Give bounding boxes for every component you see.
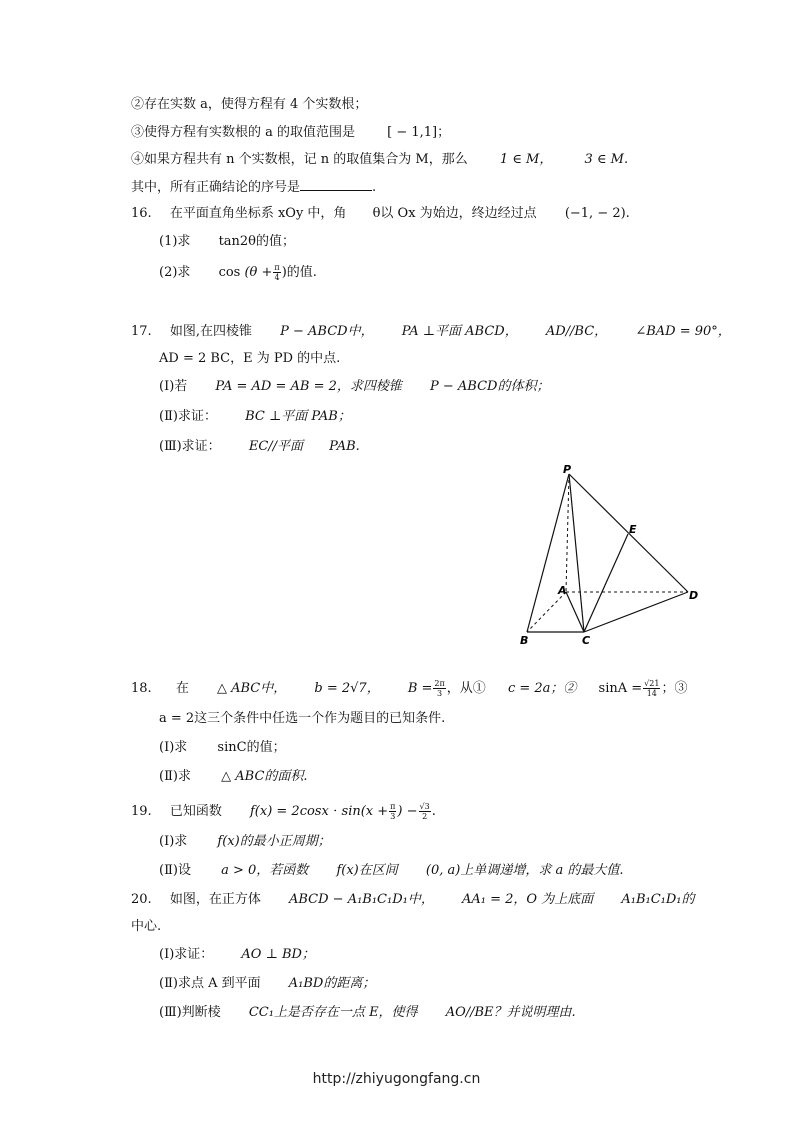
problem-19-q1-label: (Ⅰ)求 [159, 834, 188, 849]
problem-18-q1-label: (Ⅰ)求 [159, 740, 188, 755]
problem-17-q2 [159, 408, 351, 426]
prev-item-3 [131, 124, 450, 142]
problem-16-q2-label: (2)求 [159, 265, 191, 280]
prev-item-3-text: ③使得方程有实数根的 a 的取值范围是 [131, 125, 356, 140]
problem-18-frac-b [433, 679, 445, 698]
problem-20-stem-2: 中心. [131, 919, 162, 934]
problem-16-q1-expr: tan2θ的值； [218, 234, 296, 249]
problem-20-q2-label: (Ⅱ)求点 A 到平面 [159, 976, 261, 991]
problem-17-q1-label: (Ⅰ)若 [159, 379, 188, 394]
problem-17-stem [131, 323, 731, 341]
edge-pa-hidden [566, 474, 569, 592]
problem-18-stem [131, 679, 687, 698]
problem-17-q2-expr: BC ⊥平面 PAB； [245, 409, 351, 424]
problem-17-q3 [159, 438, 360, 456]
answer-blank [300, 178, 372, 191]
problem-19-q1 [159, 833, 331, 851]
problem-20-q3-end: AO//BE？并说明理由. [445, 1005, 576, 1020]
problem-20-q2 [159, 975, 375, 993]
problem-17-text-a: 如图,在四棱锥 [169, 324, 252, 339]
problem-19-q2-cond: a > 0，若函数 [221, 863, 309, 878]
problem-16-q2-frac [273, 263, 280, 282]
problem-18-q1 [159, 739, 286, 757]
problem-17-q3-end: PAB. [329, 439, 360, 454]
label-p: P [563, 463, 572, 476]
problem-20-stem [131, 891, 695, 909]
problem-18-frac-sin-den: 14 [646, 689, 657, 698]
problem-19-stem [131, 802, 436, 821]
problem-17-text-d: AD//BC， [545, 324, 608, 339]
problem-17-text-c: PA ⊥平面 ABCD， [401, 324, 518, 339]
prev-conclusion-text: 其中，所有正确结论的序号是 [131, 180, 301, 195]
problem-18-stem-2: a = 2这三个条件中任选一个作为题目的已知条件. [159, 711, 446, 726]
problem-18-text-g: sinA = [598, 681, 643, 696]
problem-18-frac-sin [643, 679, 660, 698]
problem-19-q2-func: f(x)在区间 [336, 863, 398, 878]
prev-item-2: ②存在实数 a，使得方程有 4 个实数根； [131, 97, 368, 112]
pyramid-figure [510, 458, 710, 650]
problem-16-q2-den: 4 [274, 273, 280, 282]
problem-18-frac-sin-num: √21 [644, 679, 660, 688]
problem-17-q1 [159, 378, 549, 396]
problem-17-stem-2: AD = 2 BC，E 为 PD 的中点. [159, 351, 341, 366]
problem-18-text-b: △ ABC中， [216, 681, 287, 696]
problem-20-text-a: 如图，在正方体 [169, 892, 261, 907]
problem-20-q3-expr: CC₁上是否存在一点 E，使得 [248, 1005, 418, 1020]
problem-16-q1 [159, 233, 295, 251]
problem-18-text-a: 在 [175, 681, 189, 696]
problem-16-q2 [159, 263, 317, 282]
prev-item-4-m2: 3 ∈ M. [584, 152, 629, 167]
problem-19-frac-pi-den: 3 [390, 812, 396, 821]
problem-20-q3 [159, 1004, 576, 1022]
label-b: B [520, 634, 529, 647]
problem-16-stem [131, 205, 630, 223]
prev-item-3-range: [ − 1,1]； [387, 125, 451, 140]
problem-20-edge: AA₁ = 2，O 为上底面 [462, 892, 594, 907]
problem-16-point: (−1, − 2). [564, 206, 630, 221]
edge-pb [527, 474, 569, 632]
problem-20-q1-expr: AO ⊥ BD； [241, 947, 315, 962]
problem-20-cube: ABCD − A₁B₁C₁D₁中， [288, 892, 434, 907]
problem-20-q2-expr: A₁BD的距离； [288, 976, 376, 991]
problem-18-q2-expr: △ ABC的面积. [221, 769, 308, 784]
problem-19-q2-label: (Ⅱ)设 [159, 863, 191, 878]
prev-conclusion-end: . [372, 180, 377, 195]
problem-19-end: . [431, 804, 436, 819]
problem-20-q3-label: (Ⅲ)判断棱 [159, 1005, 221, 1020]
problem-17-q1-expr: PA = AD = AB = 2，求四棱锥 [215, 379, 402, 394]
problem-18-q1-expr: sinC的值； [217, 740, 286, 755]
problem-19-frac-pi-num: π [390, 802, 396, 811]
problem-19-frac-sqrt [419, 802, 431, 821]
problem-16-q1-label: (1)求 [159, 234, 191, 249]
problem-19-func: f(x) = 2cosx ⋅ sin(x + [249, 804, 389, 819]
problem-18-text-f: c = 2a；② [507, 681, 577, 696]
footer-url: http://zhiyugongfang.cn [312, 1071, 481, 1087]
problem-19-text-a: 已知函数 [169, 804, 222, 819]
problem-16-q2-cos: cos [218, 265, 241, 280]
problem-17-text-e: ∠BAD = 90°， [635, 324, 731, 339]
problem-18-frac-b-den: 3 [437, 689, 443, 698]
problem-19-frac-sqrt-num: √3 [419, 802, 430, 811]
problem-18-q2-label: (Ⅱ)求 [159, 769, 191, 784]
problem-18-text-e: ，从① [446, 681, 486, 696]
problem-20-q1-label: (Ⅰ)求证： [159, 947, 214, 962]
problem-19-q2-interval: (0, a)上单调递增，求 a 的最大值. [425, 863, 624, 878]
problem-16-text-a: 在平面直角坐标系 xOy 中，角 [169, 206, 347, 221]
problem-17-q3-expr: EC//平面 [248, 439, 304, 454]
problem-20-number: 20. [131, 892, 152, 907]
prev-item-4 [131, 151, 628, 169]
label-a: A [558, 584, 567, 597]
problem-16-q2-arg: (θ + [244, 265, 273, 280]
problem-17-q3-label: (Ⅲ)求证： [159, 439, 221, 454]
problem-20-face: A₁B₁C₁D₁的 [621, 892, 695, 907]
problem-16-text-b: θ以 Ox 为始边，终边经过点 [372, 206, 537, 221]
problem-17-text-b: P − ABCD中， [280, 324, 374, 339]
problem-19-frac-pi [389, 802, 396, 821]
label-d: D [689, 589, 699, 602]
problem-17-number: 17. [131, 324, 152, 339]
prev-item-4-text: ④如果方程共有 n 个实数根，记 n 的取值集合为 M，那么 [131, 152, 468, 167]
problem-17-q2-label: (Ⅱ)求证： [159, 409, 217, 424]
label-c: C [582, 634, 591, 647]
problem-19-frac-sqrt-den: 2 [422, 812, 428, 821]
problem-18-q2 [159, 768, 308, 786]
problem-18-number: 18. [131, 681, 152, 696]
problem-19-number: 19. [131, 804, 152, 819]
problem-16-q2-end: )的值. [281, 265, 317, 280]
problem-18-frac-b-num: 2π [434, 679, 445, 688]
problem-18-text-h: ；③ [661, 681, 688, 696]
problem-16-q2-num: π [274, 263, 280, 272]
problem-18-text-d: B = [407, 681, 433, 696]
prev-conclusion [131, 178, 376, 197]
prev-item-4-m1: 1 ∈ M， [499, 152, 553, 167]
problem-17-q1-end: P − ABCD的体积； [430, 379, 550, 394]
problem-18-text-c: b = 2√7， [314, 681, 380, 696]
problem-19-q1-expr: f(x)的最小正周期； [217, 834, 331, 849]
problem-20-q1 [159, 946, 315, 964]
problem-19-minus: ) − [397, 804, 418, 819]
problem-19-q2 [159, 862, 623, 880]
edge-pc [569, 474, 584, 632]
label-e: E [629, 523, 637, 536]
problem-16-number: 16. [131, 206, 152, 221]
